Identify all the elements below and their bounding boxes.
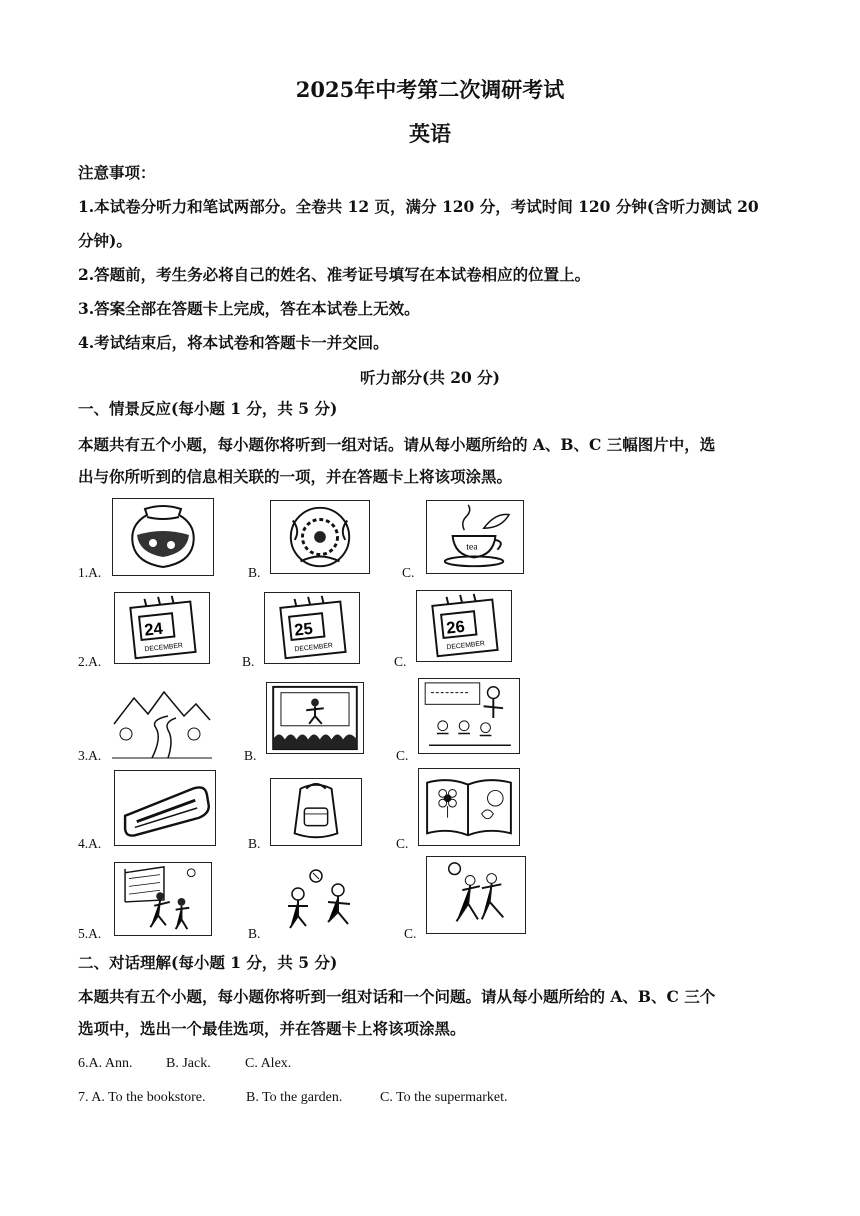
q7-option-c: C. To the supermarket. — [380, 1090, 508, 1105]
note-item-1: 1.本试卷分听力和笔试两部分。全卷共 12 页，满分 120 分，考试时间 120 分钟(含听力测试 20 — [78, 197, 759, 216]
section2-heading: 二、对话理解(每小题 1 分，共 5 分) — [78, 953, 338, 972]
basketball-icon — [426, 856, 526, 934]
q6-option-a: 6.A. Ann. — [78, 1056, 133, 1071]
month-label-c: DECEMBER — [446, 640, 486, 652]
section2-instruction: 本题共有五个小题，每小题你将听到一组对话和一个问题。请从每小题所给的 A、B、C 三个 — [78, 987, 716, 1006]
book-icon — [418, 768, 520, 846]
classroom-icon — [418, 678, 520, 754]
q7-option-a: 7. A. To the bookstore. — [78, 1090, 206, 1105]
q6-option-c: C. Alex. — [245, 1056, 292, 1071]
listening-title: 听力部分(共 20 分) — [359, 368, 501, 387]
section1-instruction-cont: 出与你所听到的信息相关联的一项，并在答题卡上将该项涂黑。 — [78, 467, 513, 486]
q1-label-a: 1.A. — [78, 565, 102, 580]
q7-option-b: B. To the garden. — [246, 1090, 343, 1105]
q4-label-c: C. — [396, 836, 409, 851]
notes-heading: 注意事项： — [78, 163, 156, 182]
day-24: 24 — [143, 618, 164, 640]
tea-label: tea — [466, 541, 478, 553]
note-item-2: 2.答题前，考生务必将自己的姓名、准考证号填写在本试卷相应的位置上。 — [78, 265, 591, 284]
section1-instruction: 本题共有五个小题，每小题你将听到一组对话。请从每小题所给的 A、B、C 三幅图片中，选 — [78, 435, 716, 454]
volleyball-icon — [114, 862, 212, 936]
q5-label-b: B. — [248, 926, 261, 941]
note-item-3: 3.答案全部在答题卡上完成，答在本试卷上无效。 — [78, 299, 420, 318]
vase-icon — [112, 498, 214, 576]
q3-label-b: B. — [244, 748, 257, 763]
month-label-b: DECEMBER — [294, 642, 334, 654]
q5-label-a: 5.A. — [78, 926, 102, 941]
calendar-icon — [416, 590, 512, 662]
backpack-icon — [270, 778, 362, 846]
day-25: 25 — [293, 618, 314, 640]
note-item-1-cont: 分钟)。 — [78, 231, 132, 250]
q3-label-c: C. — [396, 748, 409, 763]
q4-label-a: 4.A. — [78, 836, 102, 851]
landscape-icon — [112, 684, 212, 760]
day-26: 26 — [445, 616, 466, 638]
subject-title: 英语 — [409, 121, 451, 146]
calendar-icon — [264, 592, 360, 664]
section2-instruction-cont: 选项中，选出一个最佳选项，并在答题卡上将该项涂黑。 — [78, 1019, 466, 1038]
tea-cup-icon — [426, 500, 524, 574]
q1-label-c: C. — [402, 565, 415, 580]
q5-label-c: C. — [404, 926, 417, 941]
theater-icon — [266, 682, 364, 754]
q3-label-a: 3.A. — [78, 748, 102, 763]
q1-label-b: B. — [248, 565, 261, 580]
q6-option-b: B. Jack. — [166, 1056, 211, 1071]
q2-label-b: B. — [242, 654, 255, 669]
note-item-4: 4.考试结束后，将本试卷和答题卡一并交回。 — [78, 333, 389, 352]
q4-label-b: B. — [248, 836, 261, 851]
q2-label-c: C. — [394, 654, 407, 669]
soccer-icon — [272, 864, 370, 936]
calendar-icon — [114, 592, 210, 664]
pattern-icon — [270, 500, 370, 574]
exam-title: 2025年中考第二次调研考试 — [295, 77, 565, 102]
q2-label-a: 2.A. — [78, 654, 102, 669]
section1-heading: 一、情景反应(每小题 1 分，共 5 分) — [78, 399, 338, 418]
pencil-case-icon — [114, 770, 216, 846]
month-label-a: DECEMBER — [144, 642, 184, 654]
